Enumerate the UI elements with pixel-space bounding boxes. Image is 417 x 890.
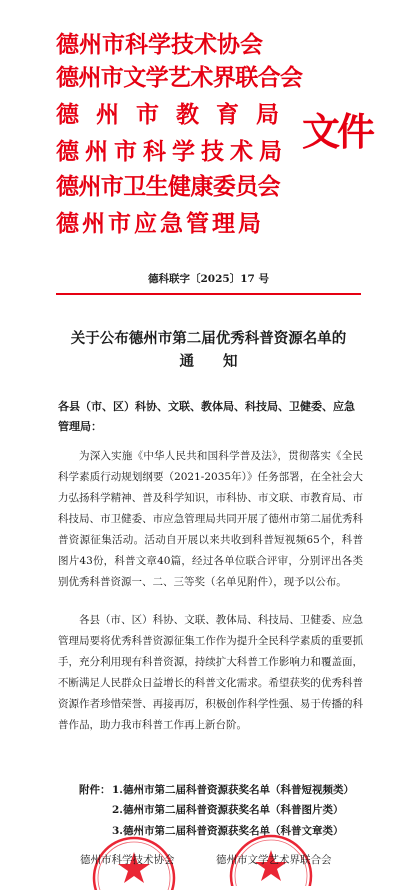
- header-suffix: 文件: [302, 109, 373, 154]
- header-org-4: 德州市科学技术局: [56, 138, 288, 165]
- attachment-item-3: 3.德州市第二届科普资源获奖名单（科普文章类）: [112, 825, 344, 837]
- attachment-item-1: 1.德州市第二届科普资源获奖名单（科普短视频类）: [112, 784, 354, 796]
- header-org-3: 德州市教育局: [56, 101, 296, 128]
- attachments-label: 附件：: [79, 784, 111, 796]
- signer-1: 德州市科学技术协会: [80, 854, 175, 866]
- recipients: 各县（市、区）科协、文联、教体局、科技局、卫健委、应急管理局：: [58, 400, 355, 433]
- red-divider: [56, 293, 361, 295]
- header-org-2: 德州市文学艺术界联合会: [56, 64, 303, 91]
- attachment-item-2: 2.德州市第二届科普资源获奖名单（科普图片类）: [112, 804, 344, 816]
- body-paragraph-1: 为深入实施《中华人民共和国科学普及法》，贯彻落实《全民科学素质行动规划纲要（2021-2035年）》任务部署，在全社会大力弘扬科学精神、普及科学知识，市科协、市文联、市教育局、市科技局、市卫健委、市应急管理局共同开展了德州市第二届优秀科普资源征集活动。活动自开展以来共收到科普短视频65个，科普图片43份，科普文章40篇，经过各单位联合评审，分别评出各类别优秀科普资源一、二、三等奖（名单见附件），现予以公布。: [58, 450, 363, 588]
- header-org-5: 德州市卫生健康委员会: [56, 173, 281, 200]
- document-title-line-2: 通 知: [179, 353, 238, 370]
- header-org-1: 德州市科学技术协会: [56, 31, 263, 58]
- document-title-line-1: 关于公布德州市第二届优秀科普资源名单的: [70, 330, 347, 347]
- body-paragraph-2: 各县（市、区）科协、文联、教体局、科技局、卫健委、应急管理局要将优秀科普资源征集工作作为提升全民科学素质的重要抓手，充分利用现有科普资源，持续扩大科普工作影响力和覆盖面，不断满足人民群众日益增长的科普文化需求。希望获奖的优秀科普资源作者珍惜荣誉、再接再厉，积极创作科学性强、易于传播的科普作品，助力我市科普工作再上新台阶。: [58, 614, 363, 731]
- signer-2: 德州市文学艺术界联合会: [216, 854, 332, 866]
- header-org-6: 德州市应急管理局: [56, 210, 264, 237]
- document-number: 德科联字〔2025〕17 号: [148, 273, 269, 285]
